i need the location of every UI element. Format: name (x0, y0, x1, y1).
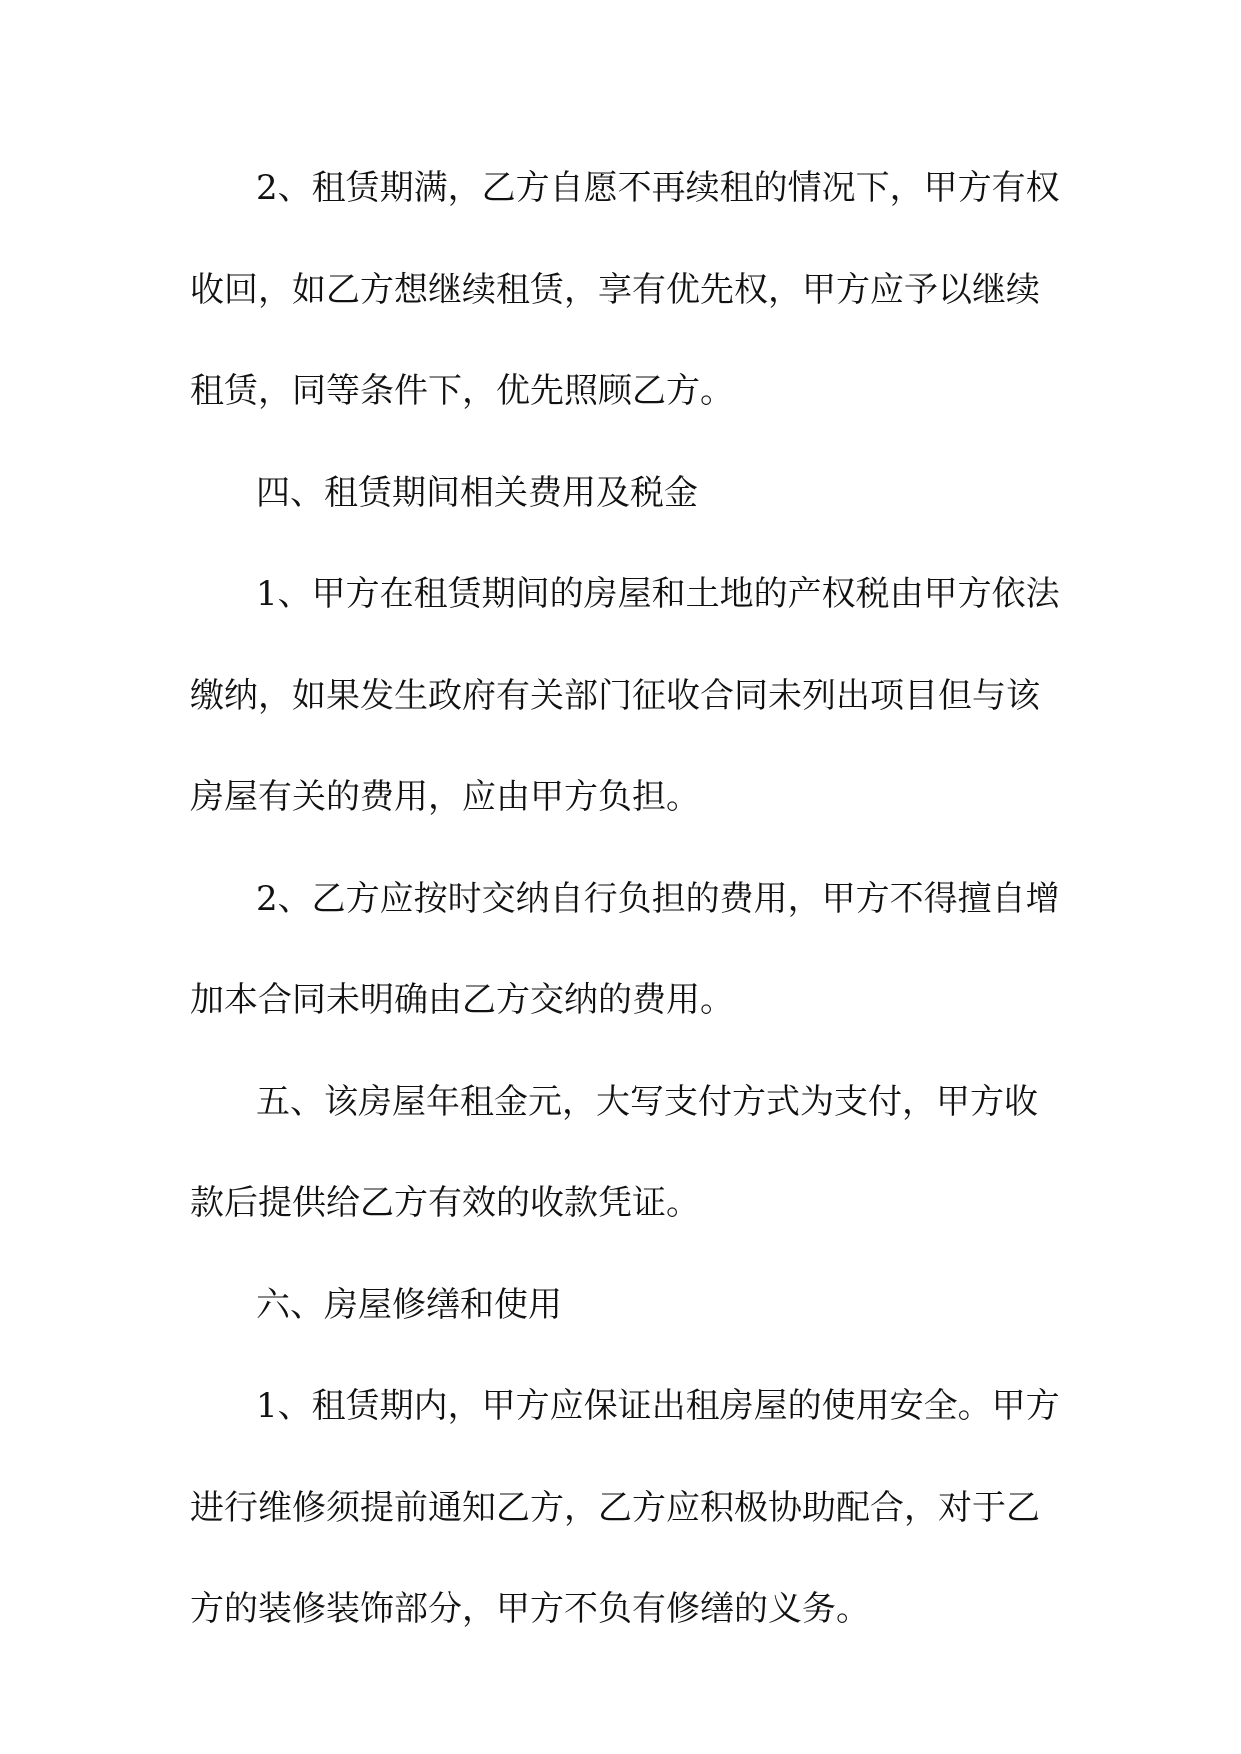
section-heading: 四、租赁期间相关费用及税金 (256, 472, 698, 513)
text-line: 收回，如乙方想继续租赁，享有优先权，甲方应予以继续 (190, 269, 1040, 310)
text-line: 房屋有关的费用，应由甲方负担。 (190, 777, 700, 817)
text-line: 租赁，同等条件下，优先照顾乙方。 (190, 371, 734, 411)
text-line: 1、租赁期内，甲方应保证出租房屋的使用安全。甲方 (256, 1386, 1060, 1426)
text-line: 方的装修装饰部分，甲方不负有修缮的义务。 (190, 1589, 870, 1629)
text-line: 款后提供给乙方有效的收款凭证。 (190, 1183, 700, 1223)
text-line: 进行维修须提前通知乙方，乙方应积极协助配合，对于乙 (190, 1487, 1040, 1528)
section-heading: 六、房屋修缮和使用 (256, 1284, 562, 1325)
section-heading: 五、该房屋年租金元，大写支付方式为支付，甲方收 (256, 1081, 1038, 1122)
document-body (190, 168, 1060, 1691)
text-line: 2、乙方应按时交纳自行负担的费用，甲方不得擅自增 (256, 878, 1060, 919)
text-line: 缴纳，如果发生政府有关部门征收合同未列出项目但与该 (190, 675, 1040, 716)
text-line: 1、甲方在租赁期间的房屋和土地的产权税由甲方依法 (256, 574, 1060, 614)
text-line: 2、租赁期满，乙方自愿不再续租的情况下，甲方有权 (256, 168, 1060, 208)
text-line: 加本合同未明确由乙方交纳的费用。 (190, 980, 734, 1020)
